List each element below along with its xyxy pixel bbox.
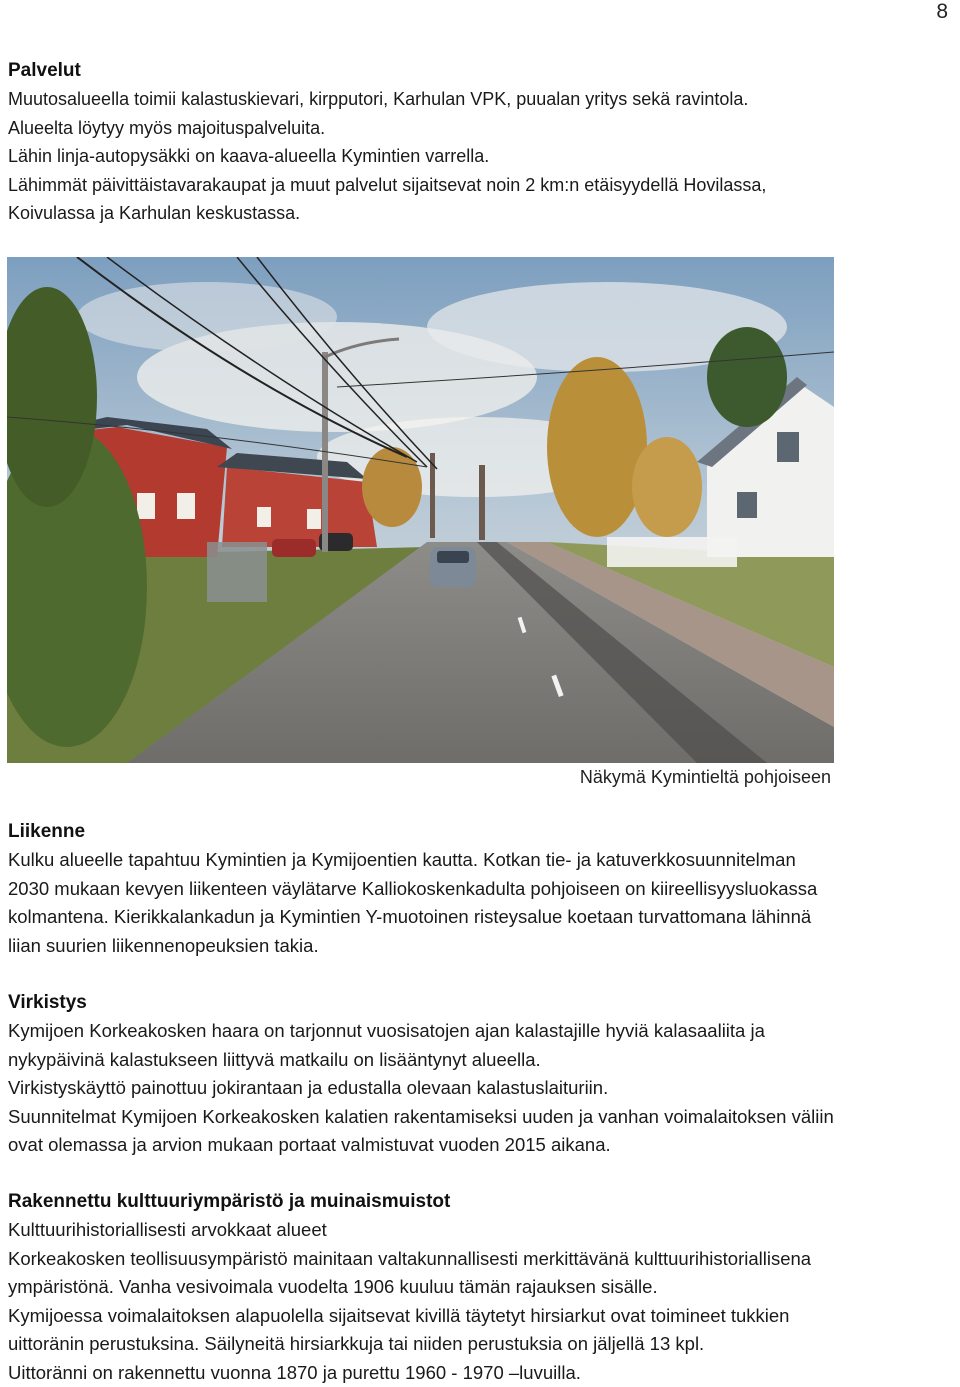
street-view-photo — [7, 257, 834, 763]
paragraph-line: Kymijoessa voimalaitoksen alapuolella sijaitsevat kivillä täytetyt hirsiarkut ovat toimineet tukkien — [8, 1302, 958, 1331]
paragraph-line: Kulttuurihistoriallisesti arvokkaat alueet — [8, 1216, 958, 1245]
page-number: 8 — [936, 0, 948, 24]
paragraph-line: Alueelta löytyy myös majoituspalveluita. — [8, 114, 958, 143]
paragraph-line: ovat olemassa ja arvion mukaan portaat valmistuvat vuoden 2015 aikana. — [8, 1131, 958, 1160]
paragraph-line: Korkeakosken teollisuusympäristö mainitaan valtakunnallisesti merkittävänä kulttuurihistoriallisena — [8, 1245, 958, 1274]
section-heading-virkistys: Virkistys — [8, 988, 958, 1017]
paragraph-line: 2030 mukaan kevyen liikenteen väylätarve Kalliokoskenkadulta pohjoiseen on kiireellisyysluokassa — [8, 875, 958, 904]
paragraph-line: Uittoränni on rakennettu vuonna 1870 ja purettu 1960 - 1970 –luvuilla. — [8, 1359, 958, 1387]
paragraph-line: Lähimmät päivittäistavarakaupat ja muut palvelut sijaitsevat noin 2 km:n etäisyydellä Hovilassa, — [8, 171, 958, 200]
paragraph-line: Kymijoen Korkeakosken haara on tarjonnut vuosisatojen ajan kalastajille hyviä kalasaaliita ja — [8, 1017, 958, 1046]
paragraph-line: uittoränin perustuksina. Säilyneitä hirsiarkkuja tai niiden perustuksia on jäljellä 13 kpl. — [8, 1330, 958, 1359]
section-heading-liikenne: Liikenne — [8, 817, 958, 846]
paragraph-line: Suunnitelmat Kymijoen Korkeakosken kalatien rakentamiseksi uuden ja vanhan voimalaitoksen väliin — [8, 1103, 958, 1132]
section-palvelut — [8, 56, 958, 228]
section-virkistys — [8, 988, 958, 1160]
section-heading-palvelut: Palvelut — [8, 56, 958, 85]
section-liikenne — [8, 817, 958, 960]
paragraph-line: ympäristönä. Vanha vesivoimala vuodelta 1906 kuuluu tämän rajauksen sisälle. — [8, 1273, 958, 1302]
paragraph-line: Koivulassa ja Karhulan keskustassa. — [8, 199, 958, 228]
paragraph-line: Virkistyskäyttö painottuu jokirantaan ja edustalla olevaan kalastuslaituriin. — [8, 1074, 958, 1103]
paragraph-line: Kulku alueelle tapahtuu Kymintien ja Kymijoentien kautta. Kotkan tie- ja katuverkkosuunnitelman — [8, 846, 958, 875]
paragraph-line: nykypäivinä kalastukseen liittyvä matkailu on lisääntynyt alueella. — [8, 1046, 958, 1075]
paragraph-line: Lähin linja-autopysäkki on kaava-alueella Kymintien varrella. — [8, 142, 958, 171]
photo-caption: Näkymä Kymintieltä pohjoiseen — [430, 764, 831, 790]
section-heading-kulttuuri: Rakennettu kulttuuriympäristö ja muinaismuistot — [8, 1187, 958, 1216]
paragraph-line: Muutosalueella toimii kalastuskievari, kirpputori, Karhulan VPK, puualan yritys sekä ravintola. — [8, 85, 958, 114]
section-kulttuuri — [8, 1187, 958, 1387]
paragraph-line: kolmantena. Kierikkalankadun ja Kymintien Y-muotoinen risteysalue koetaan turvattomana lähinnä — [8, 903, 958, 932]
paragraph-line: liian suurien liikennenopeuksien takia. — [8, 932, 958, 961]
